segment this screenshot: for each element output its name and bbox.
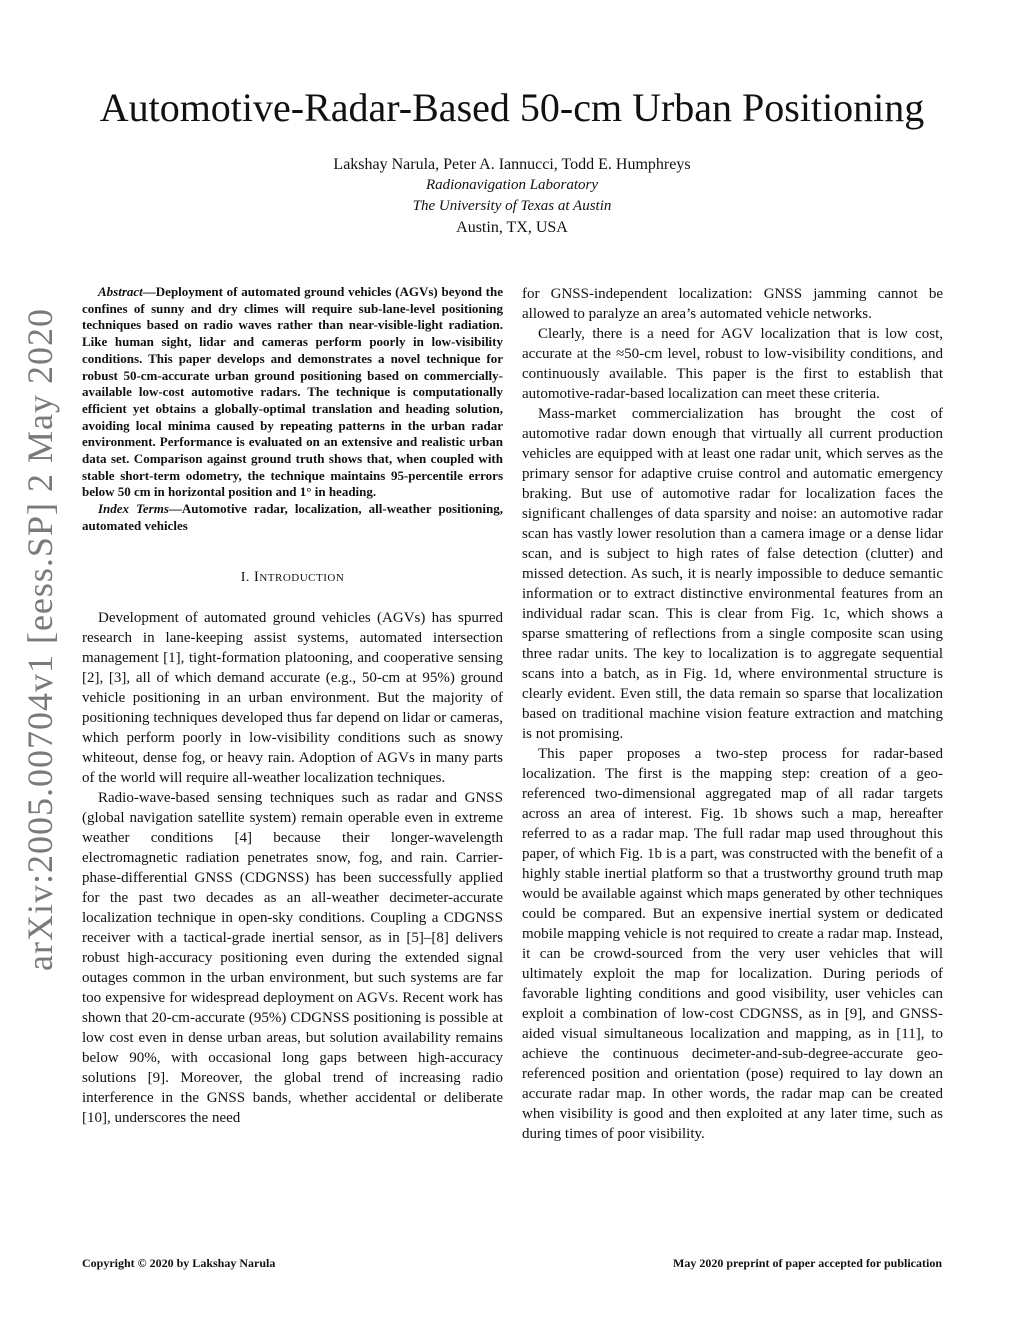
- paragraph: for GNSS-independent localization: GNSS jamming cannot be allowed to paralyze an area’s automated vehicle networks.: [522, 286, 943, 322]
- affiliation-location: Austin, TX, USA: [456, 219, 568, 236]
- right-column: [522, 284, 943, 1144]
- index-terms-label: Index Terms: [98, 501, 169, 517]
- affiliation-lab: Radionavigation Laboratory: [425, 177, 599, 193]
- left-column: [82, 284, 503, 1128]
- abstract-text: —Deployment of automated ground vehicles (AGVs) beyond the confines of sunny and dry climes will require sub-lane-level positioning techniques based on radio waves rather than near-visible-light radiation. Like human sight, lidar and cameras perform poorly in low-visibility conditions. This paper develops and demonstrates a novel technique for robust 50-cm-accurate urban ground positioning based on commercially-available low-cost automotive radars. The technique is computationally efficient yet obtains a globally-optimal translation and heading solution, avoiding local minima caused by repeating patterns in the urban radar environment. Performance is evaluated on an extensive and realistic urban data set. Comparison against ground truth shows that, when coupled with stable short-term odometry, the technique maintains 95-percentile errors below 50 cm in horizontal position and 1° in heading.: [82, 284, 503, 500]
- paragraph: Development of automated ground vehicles (AGVs) has spurred research in lane-keeping assist systems, automated intersection management [1], tight-formation platooning, and cooperative sensing [2], [3], all of which demand accurate (e.g., 50-cm at 95%) ground vehicle positioning in an urban environment. But the majority of positioning techniques developed thus far depend on lidar or cameras, which perform poorly in low-visibility conditions such as snowy whiteout, dense fog, or heavy rain. Adoption of AGVs in many parts of the world will require all-weather localization techniques.: [82, 609, 503, 786]
- section-number: I.: [240, 569, 250, 585]
- paragraph: Clearly, there is a need for AGV localization that is low cost, accurate at the ≈50-cm level, robust to low-visibility conditions, and continuously available. This paper is the first to establish that automotive-radar-based localization can meet these criteria.: [522, 326, 943, 402]
- footer-preprint-note: May 2020 preprint of paper accepted for publication: [673, 1256, 942, 1270]
- abstract-label: Abstract: [98, 284, 143, 299]
- section-title: Introduction: [253, 568, 345, 585]
- abstract: [82, 284, 503, 501]
- footer-copyright: Copyright © 2020 by Lakshay Narula: [82, 1256, 276, 1270]
- arxiv-watermark: arXiv:2005.00704v1 [eess.SP] 2 May 2020: [20, 308, 60, 971]
- index-terms: [82, 501, 503, 534]
- index-terms-text: —Automotive radar, localization, all-weather positioning, automated vehicles: [82, 501, 503, 533]
- paragraph: Mass-market commercialization has brought the cost of automotive radar down enough that virtually all current production vehicles are equipped with at least one radar unit, which serves as the primary sensor for adaptive cruise control and automatic emergency braking. But use of automotive radar for localization faces the significant challenges of data sparsity and noise: an automotive radar scan has vastly lower resolution than a camera image or a dense lidar scan, and is subject to high rates of false detection (clutter) and missed detection. As such, it is nearly impossible to deduce semantic information or to extract distinctive environmental features from an individual radar scan. This is clear from Fig. 1c, which shows a sparse smattering of reflections from a single composite scan using three radar units. The key to localization is to aggregate sequential scans into a batch, as in Fig. 1d, where environmental structure is clearly evident. Even still, the data remain so sparse that localization based on traditional machine vision feature extraction and matching is not promising.: [522, 406, 943, 742]
- paragraph: This paper proposes a two-step process for radar-based localization. The first is the mapping step: creation of a geo-referenced two-dimensional aggregated map of all radar targets across an area of interest. Fig. 1b shows such a map, hereafter referred to as a radar map. The full radar map used throughout this paper, of which Fig. 1b is a part, was constructed with the benefit of a highly stable inertial platform so that a trustworthy ground truth map would be available against which maps generated by other techniques could be compared. But an expensive inertial system or dedicated mobile mapping vehicle is not required to create a radar map. Instead, it can be crowd-sourced from the very user vehicles that will ultimately exploit the map for localization. During periods of favorable lighting conditions and good visibility, user vehicles can exploit a combination of low-cost CDGNSS, as in [9], and GNSS-aided visual simultaneous localization and mapping, as in [11], to achieve the continuous decimeter-and-sub-degree-accurate geo-referenced position and orientation (pose) required to lay down an accurate radar map. In other words, the radar map can be created when visibility is good and then exploited at any later time, such as during times of poor visibility.: [522, 746, 943, 1142]
- author-block: [80, 154, 944, 238]
- author-names: Lakshay Narula, Peter A. Iannucci, Todd E. Humphreys: [333, 156, 691, 173]
- section-heading: [82, 567, 503, 588]
- paper-title: Automotive-Radar-Based 50-cm Urban Positioning: [99, 85, 925, 130]
- paragraph: Radio-wave-based sensing techniques such as radar and GNSS (global navigation satellite system) remain operable even in extreme weather conditions [4] because their longer-wavelength electromagnetic radiation penetrates snow, fog, and rain. Carrier-phase-differential GNSS (CDGNSS) has been successfully applied for the past two decades as an all-weather decimeter-accurate localization technique in open-sky conditions. Coupling a CDGNSS receiver with a tactical-grade inertial sensor, as in [5]–[8] delivers robust high-accuracy positioning even during the extended signal outages common in the urban environment, but such systems are far too expensive for widespread deployment on AGVs. Recent work has shown that 20-cm-accurate (95%) CDGNSS positioning is possible at low cost even in dense urban areas, but solution availability remains below 90%, with occasional long gaps between high-accuracy solutions [9]. Moreover, the global trend of increasing radio interference in the GNSS bands, whether accidental or deliberate [10], underscores the need: [82, 789, 503, 1126]
- affiliation-university: The University of Texas at Austin: [412, 198, 612, 214]
